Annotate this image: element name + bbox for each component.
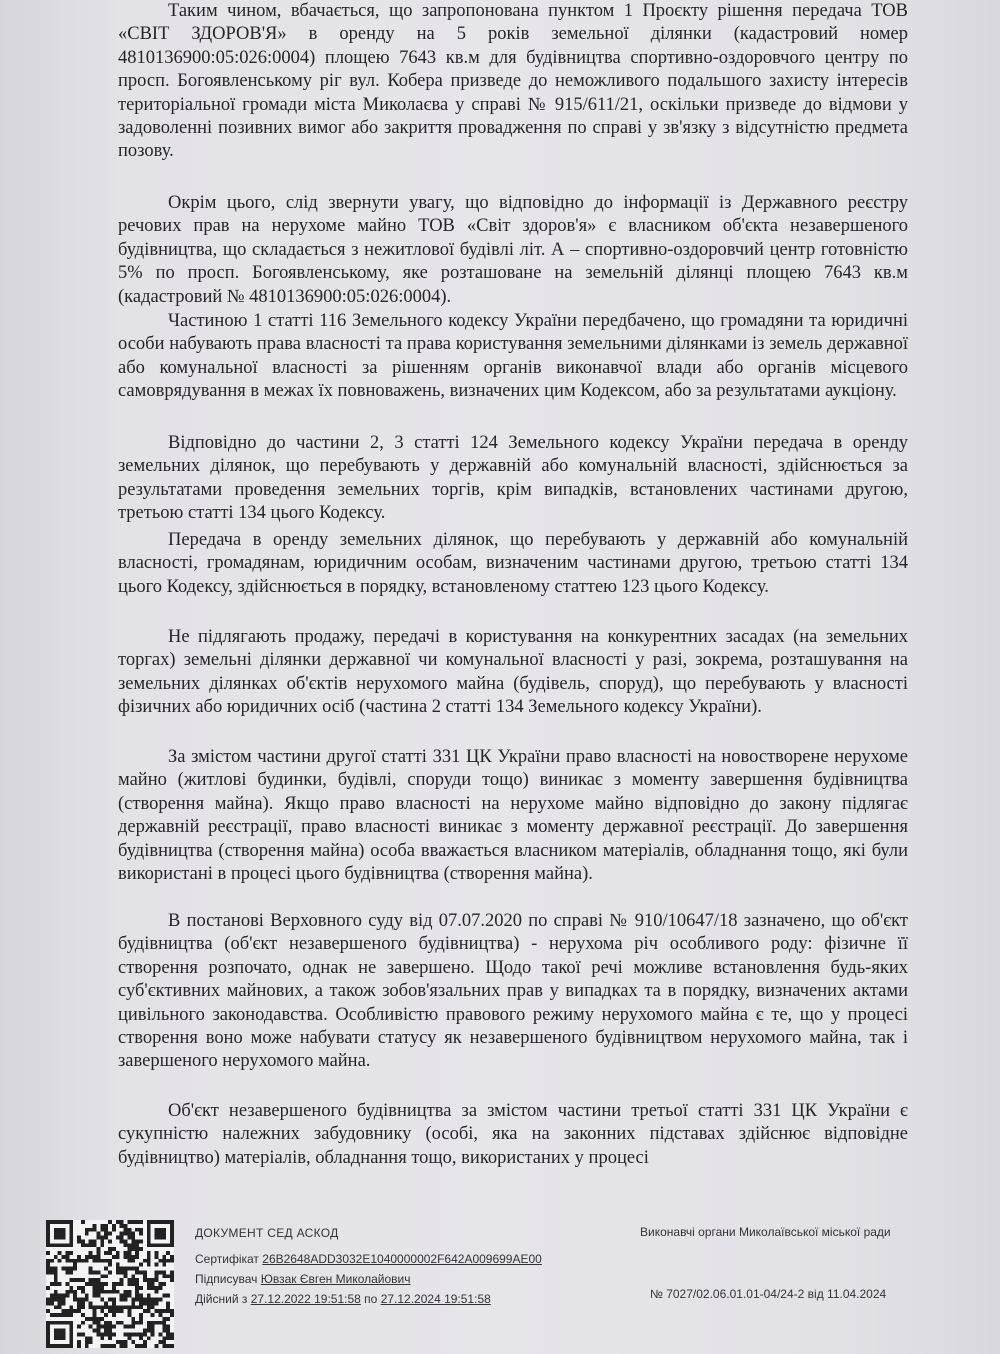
e-signature-block [195, 1223, 615, 1309]
paragraph-2: Окрім цього, слід звернути увагу, що відповідно до інформації із Державного реєстру речових прав на нерухоме майно ТОВ «Світ здоров'я» є власником об'єкта незавершеного будівництва, що складається з нежитлової будівлі літ. А – спортивно-оздоровчий центр готовністю 5% по просп. Богоявленському, яке розташоване на земельній ділянці площею 7643 кв.м (кадастровий № 4810136900:05:026:0004). [118, 193, 908, 307]
organization-name: Виконавчі органи Миколаївської міської ради [640, 1225, 891, 1239]
paragraph-4: Відповідно до частини 2, 3 статті 124 Земельного кодексу України передача в оренду земельних ділянок, що перебувають у державній або комунальній власності, здійснюється за результатами проведення земельних торгів, крім випадків, встановлених частинами другою, третьою статті 134 цього Кодексу. [118, 433, 908, 524]
signer-label: Підписувач [195, 1272, 258, 1286]
signature-doc-title: ДОКУМЕНТ СЕД АСКОД [195, 1226, 339, 1240]
signer-value: Ювзак Євген Миколайович [260, 1272, 411, 1286]
paragraph-8: В постанові Верховного суду від 07.07.2020 по справі № 910/10647/18 зазначено, що об'єкт будівництва (об'єкт незавершеного будівництва) - нерухома річ особливого роду: фізичне її створення розпочато, однак не завершено. Щодо такої речі можливе встановлення будь-яких суб'єктивних майнових, а також зобов'язальних прав у випадках та в порядку, визначених актами цивільного законодавства. Особливістю правового режиму нерухомого майна є те, що у процесі створення воно може набувати статусу як незавершеного будівництвом нерухомого майна, так і завершеного нерухомого майна. [118, 911, 908, 1072]
valid-from-label: Дійсний з [195, 1292, 248, 1306]
valid-from-value: 27.12.2022 19:51:58 [250, 1292, 361, 1306]
valid-to-label: по [364, 1292, 378, 1306]
qr-code-image [46, 1220, 174, 1348]
validity-line [195, 1289, 615, 1309]
registration-number: № 7027/02.06.01.01-04/24-2 від 11.04.2024 [650, 1287, 887, 1301]
certificate-value: 26B2648ADD3032E1040000002F642A009699AE00 [262, 1252, 542, 1266]
paragraph-5: Передача в оренду земельних ділянок, що перебувають у державній або комунальній власності, громадянам, юридичним особам, визначеним частинами другою, третьою статті 134 цього Кодексу, здійснюється в порядку, встановленому статтею 123 цього Кодексу. [118, 530, 908, 597]
paragraph-1: Таким чином, вбачається, що запропонована пунктом 1 Проєкту рішення передача ТОВ «СВІТ ЗДОРОВ'Я» в оренду на 5 років земельної ділянки (кадастровий номер 4810136900:05:026:0004) площею 7643 кв.м для будівництва спортивно-оздоровчого центру по просп. Богоявленському ріг вул. Кобера призведе до неможливого подальшого захисту інтересів територіальної громади міста Миколаєва у справі № 915/611/21, оскільки призведе до відмови у задоволенні позивних вимог або закриття провадження по справі у зв'язку з відсутністю предмета позову. [118, 1, 908, 162]
paragraph-7: За змістом частини другої статті 331 ЦК України право власності на новостворене нерухоме майно (житлові будинки, будівлі, споруди тощо) виникає з моменту завершення будівництва (створення майна). Якщо право власності на нерухоме майно відповідно до закону підлягає державній реєстрації, право власності виникає з моменту державної реєстрації. До завершення будівництва (створення майна) особа вважається власником матеріалів, обладнання тощо, які були використані в процесі цього будівництва (створення майна). [118, 747, 908, 885]
paragraph-9: Об'єкт незавершеного будівництва за змістом частини третьої статті 331 ЦК України є сукупністю належних забудовнику (особі, яка на законних підставах здійснює відповідне будівництво) матеріалів, обладнання тощо, використаних у процесі [118, 1101, 908, 1168]
certificate-label: Сертифікат [195, 1252, 259, 1266]
signer-line [195, 1269, 615, 1289]
paragraph-6: Не підлягають продажу, передачі в користування на конкурентних засадах (на земельних торгах) земельні ділянки державної чи комунальної власності у разі, зокрема, розташування на земельних ділянках об'єктів нерухомого майна (будівель, споруд), що перебувають у власності фізичних або юридичних осіб (частина 2 статті 134 Земельного кодексу України). [118, 627, 908, 718]
certificate-line [195, 1249, 615, 1269]
paragraph-3: Частиною 1 статті 116 Земельного кодексу України передбачено, що громадяни та юридичні особи набувають права власності та права користування земельними ділянками із земель державної або комунальної власності за рішенням органів виконавчої влади або органів місцевого самоврядування в межах їх повноважень, визначених цим Кодексом, або за результатами аукціону. [118, 311, 908, 402]
valid-to-value: 27.12.2024 19:51:58 [380, 1292, 491, 1306]
